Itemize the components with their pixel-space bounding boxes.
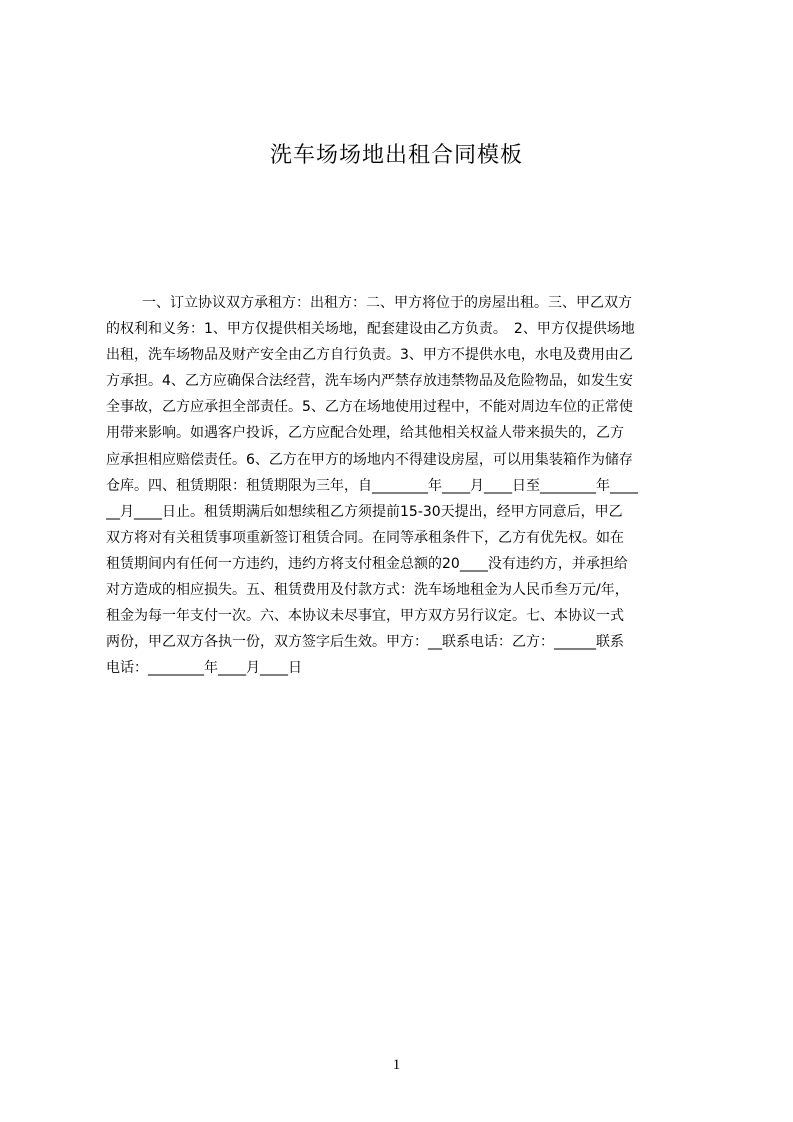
contract-body xyxy=(106,290,698,690)
body-line: 仓库。四、租赁期限：租赁期限为三年，自________年____月____日至________年____ xyxy=(106,477,638,494)
body-line: 应承担相应赔偿责任。6、乙方在甲方的场地内不得建设房屋，可以用集装箱作为储存 xyxy=(106,451,633,468)
body-line: __月____日止。租赁期满后如想续租乙方须提前15-30天提出，经甲方同意后，甲乙 xyxy=(106,503,623,520)
body-line: 电话：________年____月____日 xyxy=(106,660,302,677)
body-line: 的权利和义务：1、甲方仅提供相关场地，配套建设由乙方负责。 2、甲方仅提供场地 xyxy=(106,321,635,338)
body-line: 方承担。4、乙方应确保合法经营，洗车场内严禁存放违禁物品及危险物品，如发生安 xyxy=(106,373,633,390)
body-line: 用带来影响。如遇客户投诉，乙方应配合处理，给其他相关权益人带来损失的，乙方 xyxy=(106,425,624,442)
body-line: 租金为每一年支付一次。六、本协议未尽事宜，甲方双方另行议定。七、本协议一式 xyxy=(106,608,624,625)
body-line: 对方造成的相应损失。五、租赁费用及付款方式：洗车场地租金为人民币叁万元/年， xyxy=(106,582,629,599)
document-title: 洗车场场地出租合同模板 xyxy=(269,143,523,168)
body-line: 租赁期间内有任何一方违约，违约方将支付租金总额的20____没有违约方，并承担给 xyxy=(106,555,628,572)
body-line: 一、订立协议双方承租方：出租方：二、甲方将位于的房屋出租。三、甲乙双方 xyxy=(142,295,632,311)
body-line: 出租，洗车场物品及财产安全由乙方自行负责。3、甲方不提供水电，水电及费用由乙 xyxy=(106,347,633,364)
body-line: 全事故，乙方应承担全部责任。5、乙方在场地使用过程中，不能对周边车位的正常使 xyxy=(106,399,633,416)
page-number: 1 xyxy=(392,1057,401,1073)
body-line: 两份，甲乙双方各执一份，双方签字后生效。甲方：__联系电话：乙方：______联系 xyxy=(106,634,624,651)
body-line: 双方将对有关租赁事项重新签订租赁合同。在同等承租条件下，乙方有优先权。如在 xyxy=(106,529,624,546)
